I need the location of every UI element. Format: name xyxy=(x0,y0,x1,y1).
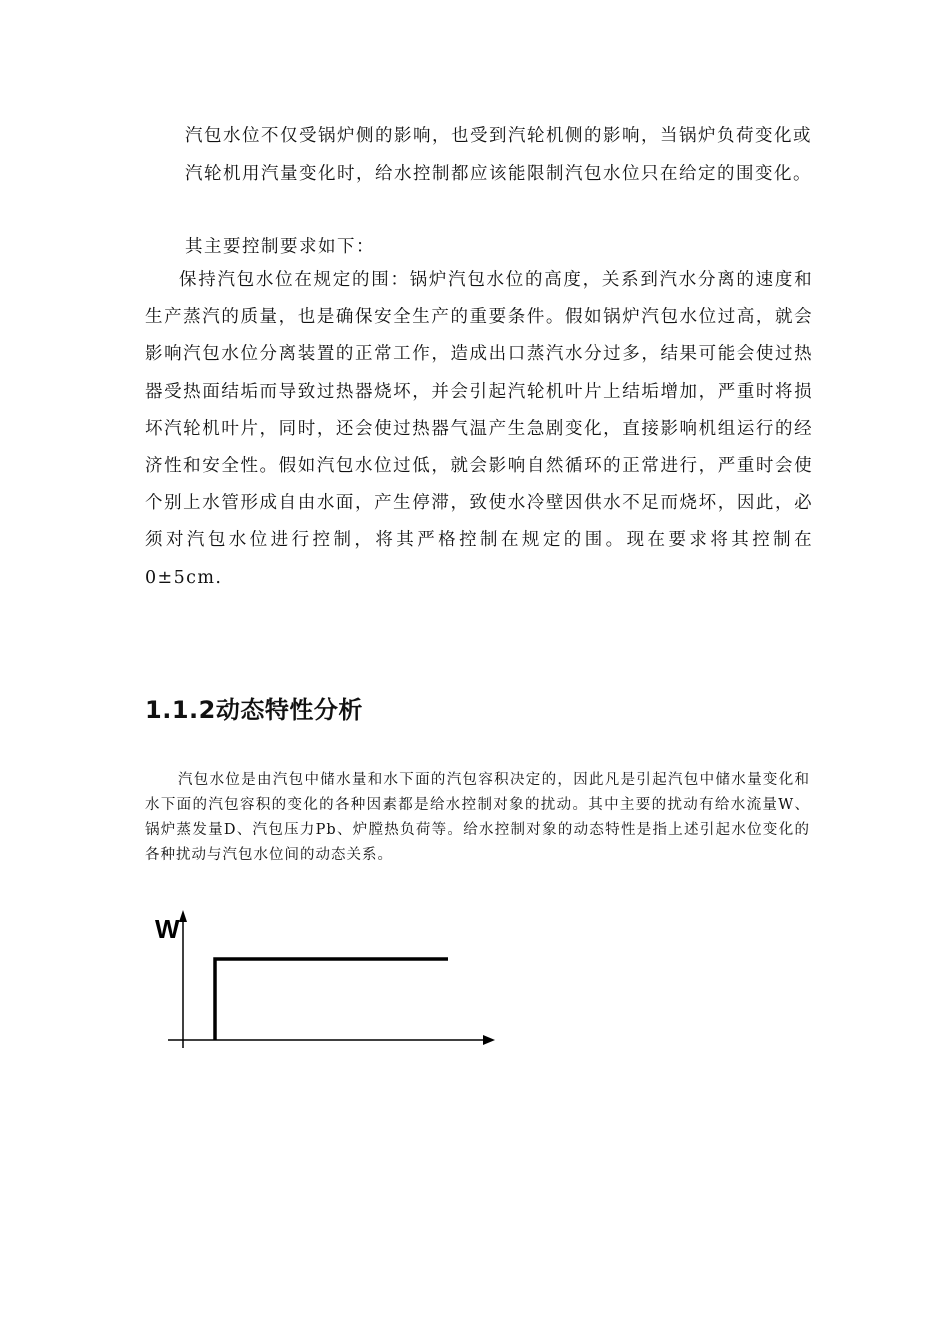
paragraph-drum-level-influence: 汽包水位不仅受锅炉侧的影响，也受到汽轮机侧的影响，当锅炉负荷变化或汽轮机用汽量变化时，给水控制都应该能限制汽包水位只在给定的围变化。 xyxy=(185,126,812,184)
step-response-figure xyxy=(150,905,510,1055)
paragraph-control-requirements-intro: 其主要控制要求如下： xyxy=(185,237,375,257)
section-heading: 1.1.2动态特性分析 xyxy=(145,696,363,724)
paragraph-maintain-drum-level: 保持汽包水位在规定的围：锅炉汽包水位的高度，关系到汽水分离的速度和生产蒸汽的质量，也是确保安全生产的重要条件。假如锅炉汽包水位过高，就会影响汽包水位分离装置的正常工作，造成出口蒸汽水分过多，结果可能会使过热器受热面结垢而导致过热器烧坏，并会引起汽轮机叶片上结垢增加，严重时将损坏汽轮机叶片，同时，还会使过热器气温产生急剧变化，直接影响机组运行的经济性和安全性。假如汽包水位过低，就会影响自然循环的正常进行，严重时会使个别上水管形成自由水面，产生停滞，致使水冷壁因供水不足而烧坏，因此，必须对汽包水位进行控制，将其严格控制在规定的围。现在要求将其控制在0±5cm. xyxy=(145,270,813,588)
y-axis-arrow-icon xyxy=(179,910,187,922)
x-axis-arrow-icon xyxy=(483,1035,495,1045)
step-figure-svg xyxy=(150,905,510,1055)
y-axis-label: W xyxy=(155,914,180,944)
step-signal-line xyxy=(215,959,448,1040)
paragraph-dynamic-characteristics: 汽包水位是由汽包中储水量和水下面的汽包容积决定的，因此凡是引起汽包中储水量变化和水下面的汽包容积的变化的各种因素都是给水控制对象的扰动。其中主要的扰动有给水流量W、锅炉蒸发量D、汽包压力Pb、炉膛热负荷等。给水控制对象的动态特性是指上述引起水位变化的各种扰动与汽包水位间的动态关系。 xyxy=(145,772,810,863)
